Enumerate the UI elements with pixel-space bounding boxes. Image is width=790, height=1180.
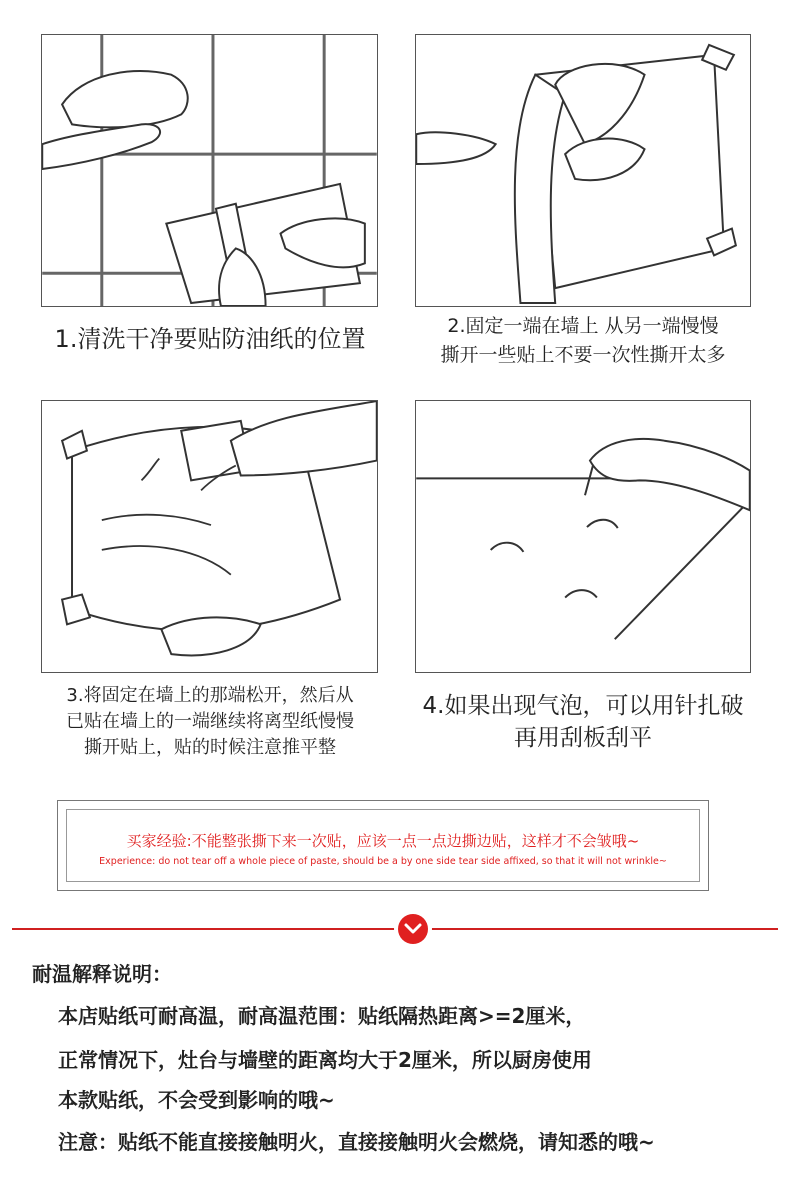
notes-title: 耐温解释说明： xyxy=(32,962,172,986)
tip-box xyxy=(57,800,709,891)
step-1-caption xyxy=(20,322,400,356)
step-4-caption xyxy=(395,690,771,754)
note-line: 注意：贴纸不能直接接触明火，直接接触明火会燃烧，请知悉的哦~ xyxy=(58,1130,655,1154)
note-line: 本款贴纸，不会受到影响的哦~ xyxy=(58,1088,335,1112)
note-line: 本店贴纸可耐高温，耐高温范围：贴纸隔热距离>=2厘米， xyxy=(58,1004,586,1028)
tile-cleaning-drawing xyxy=(42,35,377,306)
caption-line: 撕开一些贴上不要一次性撕开太多 xyxy=(440,344,726,366)
step-2-illustration xyxy=(415,34,751,307)
caption-line: 已贴在墙上的一端继续将离型纸慢慢 xyxy=(66,711,354,732)
step-2-caption xyxy=(395,312,771,370)
note-line: 正常情况下，灶台与墙壁的距离均大于2厘米，所以厨房使用 xyxy=(58,1048,592,1072)
caption-line: 4.如果出现气泡，可以用针扎破 xyxy=(422,693,744,719)
sheet-pressing-drawing xyxy=(42,401,377,672)
tip-english-text: Experience: do not tear off a whole piece of paste, should be a by one side tear side affixed, so that it will not wrinkle~ xyxy=(99,856,667,867)
caption-line: 1.清洗干净要贴防油纸的位置 xyxy=(54,325,366,353)
tip-inner-frame xyxy=(66,809,700,882)
chevron-down-icon xyxy=(398,914,428,944)
step-3-caption xyxy=(20,683,400,761)
caption-line: 撕开贴上，贴的时候注意推平整 xyxy=(84,737,336,758)
section-divider xyxy=(12,928,778,930)
sheet-peeling-drawing xyxy=(416,35,750,306)
step-3-illustration xyxy=(41,400,378,673)
caption-line: 2.固定一端在墙上 从另一端慢慢 xyxy=(447,315,719,337)
caption-line: 3.将固定在墙上的那端松开，然后从 xyxy=(66,685,354,706)
step-1-illustration xyxy=(41,34,378,307)
tip-chinese-text: 买家经验:不能整张撕下来一次贴，应该一点一点边撕边贴，这样才不会皱哦~ xyxy=(126,832,640,850)
caption-line: 再用刮板刮平 xyxy=(514,725,652,751)
step-4-illustration xyxy=(415,400,751,673)
bubble-piercing-drawing xyxy=(416,401,750,672)
